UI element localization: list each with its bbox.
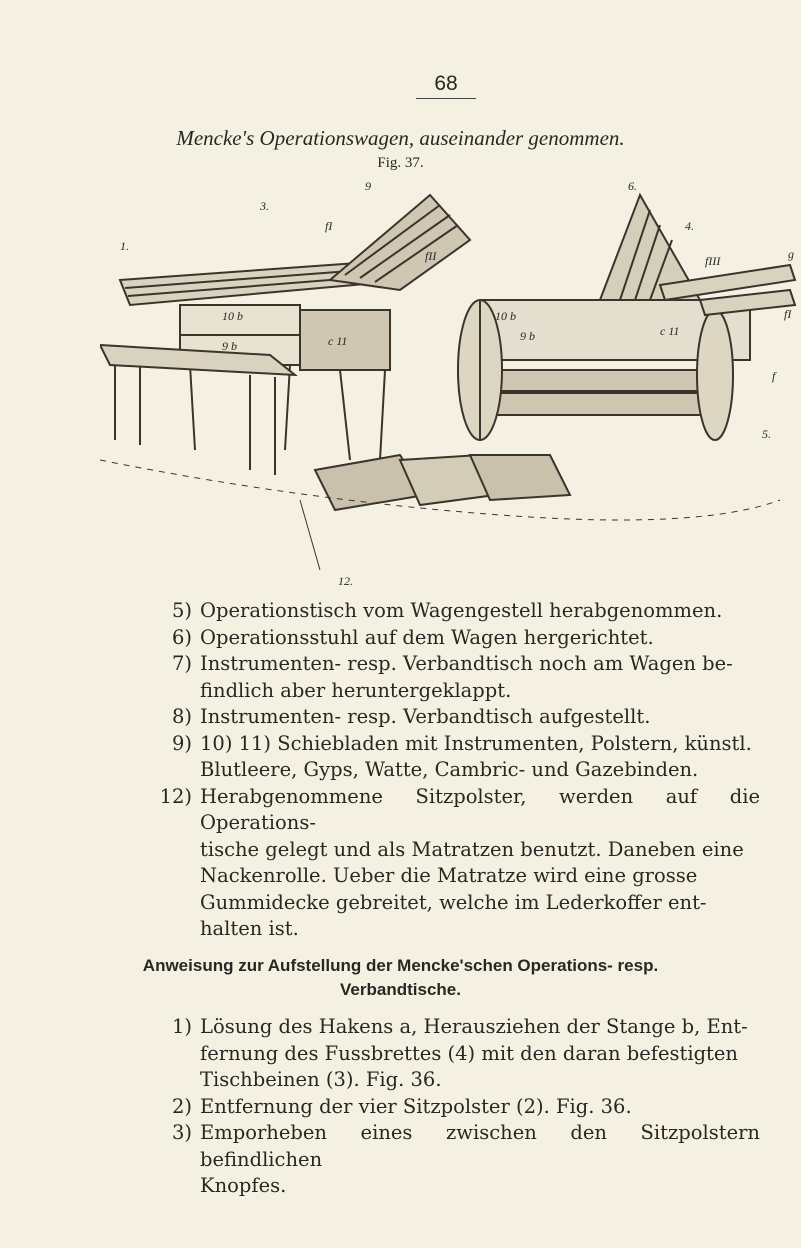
figure-label-6: 6. — [628, 179, 637, 193]
list-item: 3) Emporheben eines zwischen den Sitzpolstern befindlichen — [171, 1121, 760, 1171]
list-item: halten ist. — [200, 917, 299, 940]
figure-label-9b-left: 9 b — [222, 339, 237, 353]
list-item: findlich aber heruntergeklappt. — [200, 678, 512, 702]
figure-label-f: f — [772, 369, 776, 383]
section-heading-line2: Verbandtische. — [340, 980, 461, 999]
list-item: tische gelegt und als Matratzen benutzt. Daneben eine — [200, 837, 744, 861]
section-heading — [0, 954, 801, 1002]
list-item: Knopfes. — [200, 1174, 287, 1197]
figure-label-fI-right: fI — [784, 307, 792, 321]
list-item: 7) Instrumenten- resp. Verbandtisch noch am Wagen be- — [171, 652, 733, 675]
figure-label-c11-left: c 11 — [328, 334, 348, 348]
figure-label-1: 1. — [120, 239, 129, 253]
figure-label-g: g — [788, 247, 794, 261]
list-item: fernung des Fussbrettes (4) mit den daran befestigten — [200, 1041, 738, 1065]
figure-label-12: 12. — [338, 574, 353, 588]
list-item: 12) Herabgenommene Sitzpolster, werden auf die Operations- — [159, 784, 760, 834]
figure-label-10b-left: 10 b — [222, 309, 243, 323]
figure-label-fIII: fIII — [705, 254, 721, 268]
page-number: 68 — [416, 72, 476, 99]
list-item: 8) Instrumenten- resp. Verbandtisch aufgestellt. — [171, 705, 651, 728]
figure-number: Fig. 37. — [377, 155, 424, 171]
figure-label-9: 9 — [365, 179, 371, 193]
list-item: Gummidecke gebreitet, welche im Lederkoffer ent- — [200, 890, 707, 914]
list-item: 9) 10) 11) Schiebladen mit Instrumenten, Polstern, künstl. — [171, 731, 752, 755]
figure-label-3: 3. — [260, 199, 269, 213]
list-item: 1) Lösung des Hakens a, Herausziehen der Stange b, Ent- — [171, 1015, 748, 1038]
figure-caption: Mencke's Operationswagen, auseinander genommen. — [176, 126, 625, 150]
figure-label-4: 4. — [685, 219, 694, 233]
figure-label-9b-right: 9 b — [520, 329, 535, 343]
list-item: 6) Operationsstuhl auf dem Wagen hergerichtet. — [171, 625, 654, 649]
instructions-list — [0, 1014, 801, 1200]
list-item: Blutleere, Gyps, Watte, Cambric- und Gazebinden. — [200, 758, 699, 781]
list-item: 5) Operationstisch vom Wagengestell herabgenommen. — [171, 599, 723, 622]
list-item: Tischbeinen (3). Fig. 36. — [200, 1068, 442, 1091]
section-heading-line1: Anweisung zur Aufstellung der Mencke'schen Operations- resp. — [142, 956, 659, 975]
figure-label-c11-right: c 11 — [660, 324, 680, 338]
figure-label-5: 5. — [762, 427, 771, 441]
operating-cart-illustration — [100, 170, 800, 590]
figure-label-fII: fII — [425, 249, 437, 263]
list-item: Nackenrolle. Ueber die Matratze wird eine grosse — [200, 864, 698, 887]
figure-label-fI: fI — [325, 219, 333, 233]
figure-legend-list — [0, 598, 801, 943]
figure-label-10b-right: 10 b — [495, 309, 516, 323]
list-item: 2) Entfernung der vier Sitzpolster (2). Fig. 36. — [171, 1094, 632, 1118]
